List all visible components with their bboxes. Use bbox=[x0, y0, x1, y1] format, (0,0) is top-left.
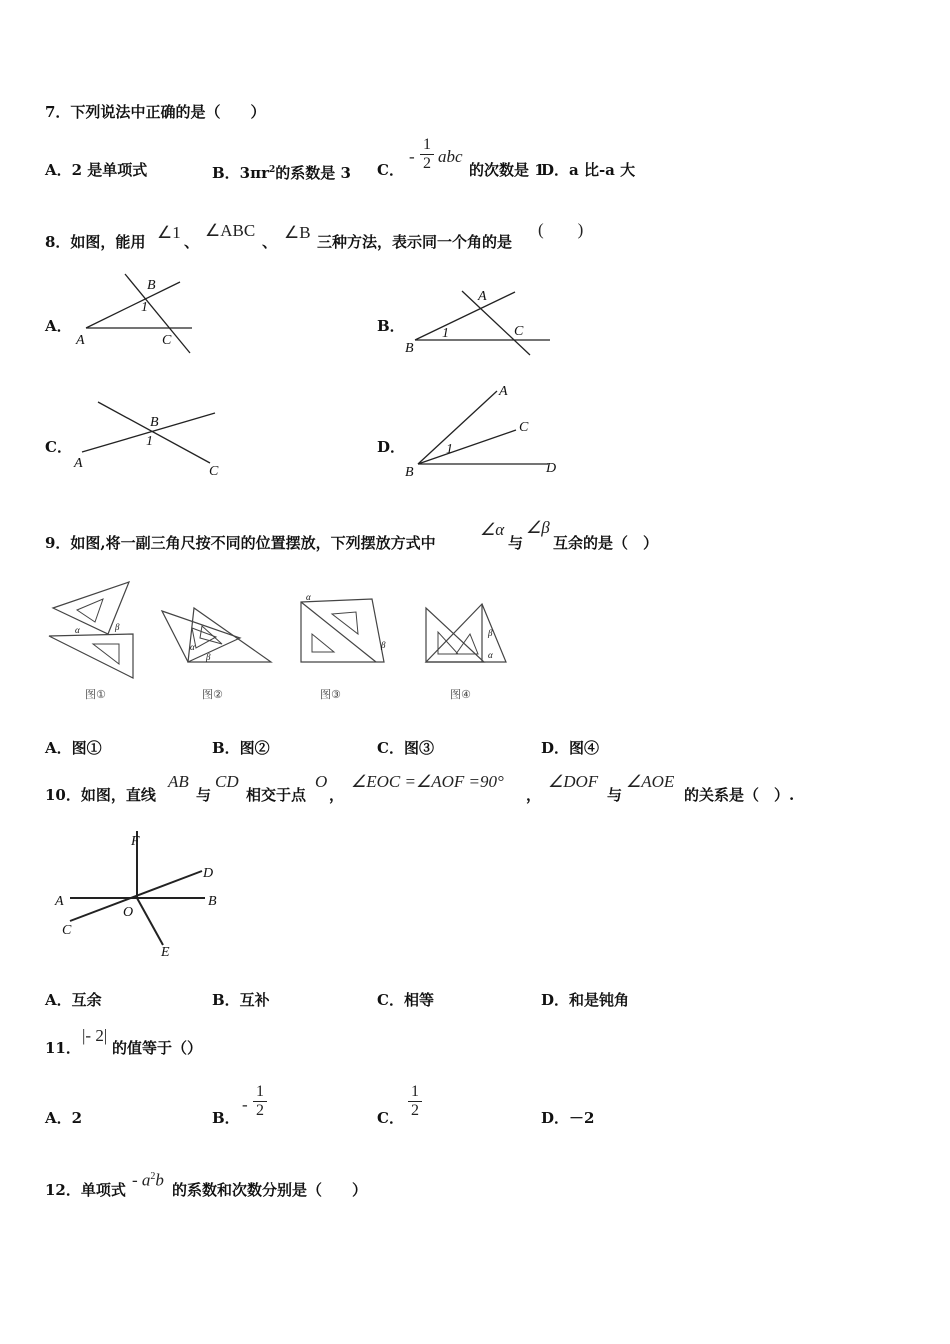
q11-option-c-label: C． bbox=[377, 1109, 404, 1127]
q8-b-label-1: 1 bbox=[442, 326, 449, 341]
q9-fig4-alpha: α bbox=[488, 650, 493, 660]
q7-c-sign: - bbox=[409, 147, 415, 166]
q8-paren: ( ) bbox=[538, 220, 584, 239]
q7-stem: 7．下列说法中正确的是（ ） bbox=[45, 103, 266, 121]
q7-option-b-pre: B．3πr bbox=[212, 164, 269, 182]
q8-figure-c bbox=[70, 395, 230, 480]
q9-angle-alpha: ∠α bbox=[480, 520, 505, 539]
q8-b-label-b: B bbox=[405, 341, 414, 356]
q9-fig3-caption: 图③ bbox=[320, 688, 341, 701]
q10-comma-1: ， bbox=[329, 786, 345, 804]
q10-option-b: B．互补 bbox=[212, 991, 270, 1009]
q9-stem-pre: 9．如图,将一副三角尺按不同的位置摆放，下列摆放方式中 bbox=[45, 534, 436, 552]
q10-comma-2: ， bbox=[526, 786, 542, 804]
q9-option-b: B．图② bbox=[212, 739, 270, 757]
q9-fig2-beta: β bbox=[206, 652, 211, 662]
q8-d-label-1: 1 bbox=[446, 442, 453, 457]
q8-figure-a bbox=[70, 270, 200, 360]
q8-d-label-c: C bbox=[519, 420, 529, 435]
q10-option-d: D．和是钝角 bbox=[541, 991, 630, 1009]
q7-option-a: A．2 是单项式 bbox=[45, 161, 148, 179]
q11-b-sign: - bbox=[242, 1095, 248, 1114]
q7-option-b-sup: 2 bbox=[269, 165, 276, 175]
q10-label-o: O bbox=[123, 905, 134, 920]
q12-stem-pre: 12．单项式 bbox=[45, 1181, 126, 1199]
q10-label-c: C bbox=[62, 923, 72, 938]
q9-fig2-alpha: α bbox=[190, 642, 195, 652]
q9-figure-2 bbox=[158, 578, 278, 703]
q9-stem-mid: 与 bbox=[508, 534, 524, 552]
q12-exponent: 2 bbox=[150, 1171, 156, 1182]
q10-mid-2: 相交于点 bbox=[246, 786, 307, 804]
q11-b-numerator: 1 bbox=[256, 1083, 264, 1100]
q10-point-o: O bbox=[315, 772, 328, 791]
q9-fig1-caption: 图① bbox=[85, 688, 106, 701]
q9-fig1-beta: β bbox=[115, 622, 120, 632]
q10-label-f: F bbox=[131, 834, 140, 849]
q10-label-d: D bbox=[203, 866, 214, 881]
q10-option-c: C．相等 bbox=[377, 991, 434, 1009]
q7-c-fraction bbox=[420, 137, 434, 172]
q8-a-label-1: 1 bbox=[141, 300, 148, 315]
q10-option-a: A．互余 bbox=[45, 991, 102, 1009]
q7-c-variable: abc bbox=[438, 147, 463, 166]
q9-angle-beta: ∠β bbox=[526, 518, 550, 537]
q10-label-e: E bbox=[161, 945, 170, 960]
q8-b-label-c: C bbox=[514, 324, 524, 339]
q8-a-label-b: B bbox=[147, 278, 156, 293]
q11-abs-expression: |- 2| bbox=[82, 1026, 108, 1045]
q8-d-label-b: B bbox=[405, 465, 414, 480]
q8-a-label-c: C bbox=[162, 333, 172, 348]
q8-angle-abc: ∠ABC bbox=[205, 221, 256, 240]
q11-option-b-label: B． bbox=[212, 1109, 240, 1127]
q8-figure-b bbox=[400, 285, 560, 360]
q9-fig3-beta: β bbox=[381, 640, 386, 650]
q10-angle-aoe: ∠AOE bbox=[626, 772, 675, 791]
q10-label-a: A bbox=[55, 894, 64, 909]
q10-mid-3: 与 bbox=[607, 786, 623, 804]
q10-label-b: B bbox=[208, 894, 217, 909]
q8-option-c: C． bbox=[45, 438, 72, 456]
q7-c-post: 的次数是 1 bbox=[469, 161, 545, 179]
q9-fig2-caption: 图② bbox=[202, 688, 223, 701]
q11-c-fraction bbox=[408, 1084, 422, 1119]
q9-fig4-caption: 图④ bbox=[450, 688, 471, 701]
q8-sep-1: 、 bbox=[184, 233, 200, 251]
q7-c-numerator: 1 bbox=[423, 136, 431, 153]
q9-figure-3 bbox=[296, 590, 396, 703]
q9-option-a: A．图① bbox=[45, 739, 102, 757]
q9-option-d: D．图④ bbox=[541, 739, 600, 757]
q8-b-label-a: A bbox=[478, 289, 487, 304]
q8-option-d: D． bbox=[377, 438, 406, 456]
q8-c-label-a: A bbox=[74, 456, 83, 471]
q11-c-denominator: 2 bbox=[411, 1102, 419, 1119]
q9-option-c: C．图③ bbox=[377, 739, 434, 757]
q8-c-label-c: C bbox=[209, 464, 219, 479]
q11-number: 11． bbox=[45, 1039, 81, 1057]
q12-variable: b bbox=[155, 1170, 164, 1190]
q8-option-a: A． bbox=[45, 317, 72, 335]
q9-fig4-beta: β bbox=[488, 628, 493, 638]
q8-c-label-b: B bbox=[150, 415, 159, 430]
q9-figure-4 bbox=[420, 596, 520, 703]
q8-a-label-a: A bbox=[76, 333, 85, 348]
q7-option-b bbox=[212, 161, 351, 182]
q11-c-numerator: 1 bbox=[411, 1083, 419, 1100]
q9-fig1-alpha: α bbox=[75, 625, 80, 635]
q11-stem-post: 的值等于（） bbox=[112, 1039, 203, 1057]
q9-fig3-alpha: α bbox=[306, 592, 311, 602]
q8-d-label-d: D bbox=[546, 461, 557, 476]
q10-stem-pre: 10．如图，直线 bbox=[45, 786, 156, 804]
q8-c-label-1: 1 bbox=[146, 434, 153, 449]
q7-option-b-post: 的系数是 3 bbox=[275, 164, 351, 182]
q10-line-cd: CD bbox=[215, 772, 239, 791]
q8-sep-2: 、 bbox=[262, 233, 278, 251]
q12-sign: - bbox=[132, 1170, 138, 1190]
q7-c-denominator: 2 bbox=[423, 155, 431, 172]
q8-d-label-a: A bbox=[499, 384, 508, 399]
q12-stem-post: 的系数和次数分别是（ ） bbox=[172, 1181, 368, 1199]
q10-equation: ∠EOC =∠AOF =90° bbox=[351, 772, 504, 791]
q9-stem-post: 互余的是（ ） bbox=[553, 534, 659, 552]
q8-option-b: B． bbox=[377, 317, 405, 335]
q7-option-d: D．a 比-a 大 bbox=[541, 161, 636, 179]
q11-b-fraction bbox=[253, 1084, 267, 1119]
q11-b-denominator: 2 bbox=[256, 1102, 264, 1119]
q11-option-d: D．－2 bbox=[541, 1109, 595, 1127]
q9-figure-1 bbox=[45, 578, 145, 703]
q10-angle-dof: ∠DOF bbox=[548, 772, 599, 791]
q8-angle-1: ∠1 bbox=[157, 223, 181, 242]
q12-monomial bbox=[132, 1168, 164, 1190]
q11-option-a: A．2 bbox=[45, 1109, 83, 1127]
q10-mid-1: 与 bbox=[196, 786, 212, 804]
q8-figure-d bbox=[400, 378, 570, 480]
q10-figure bbox=[50, 825, 230, 965]
q10-stem-post: 的关系是（ ）. bbox=[684, 786, 795, 804]
q12-base: a bbox=[141, 1170, 151, 1190]
q8-angle-b: ∠B bbox=[284, 223, 311, 242]
q7-option-c-label: C． bbox=[377, 161, 404, 179]
q8-stem-post: 三种方法，表示同一个角的是 bbox=[317, 233, 513, 251]
q10-line-ab: AB bbox=[168, 772, 189, 791]
q8-stem-pre: 8．如图，能用 bbox=[45, 233, 146, 251]
